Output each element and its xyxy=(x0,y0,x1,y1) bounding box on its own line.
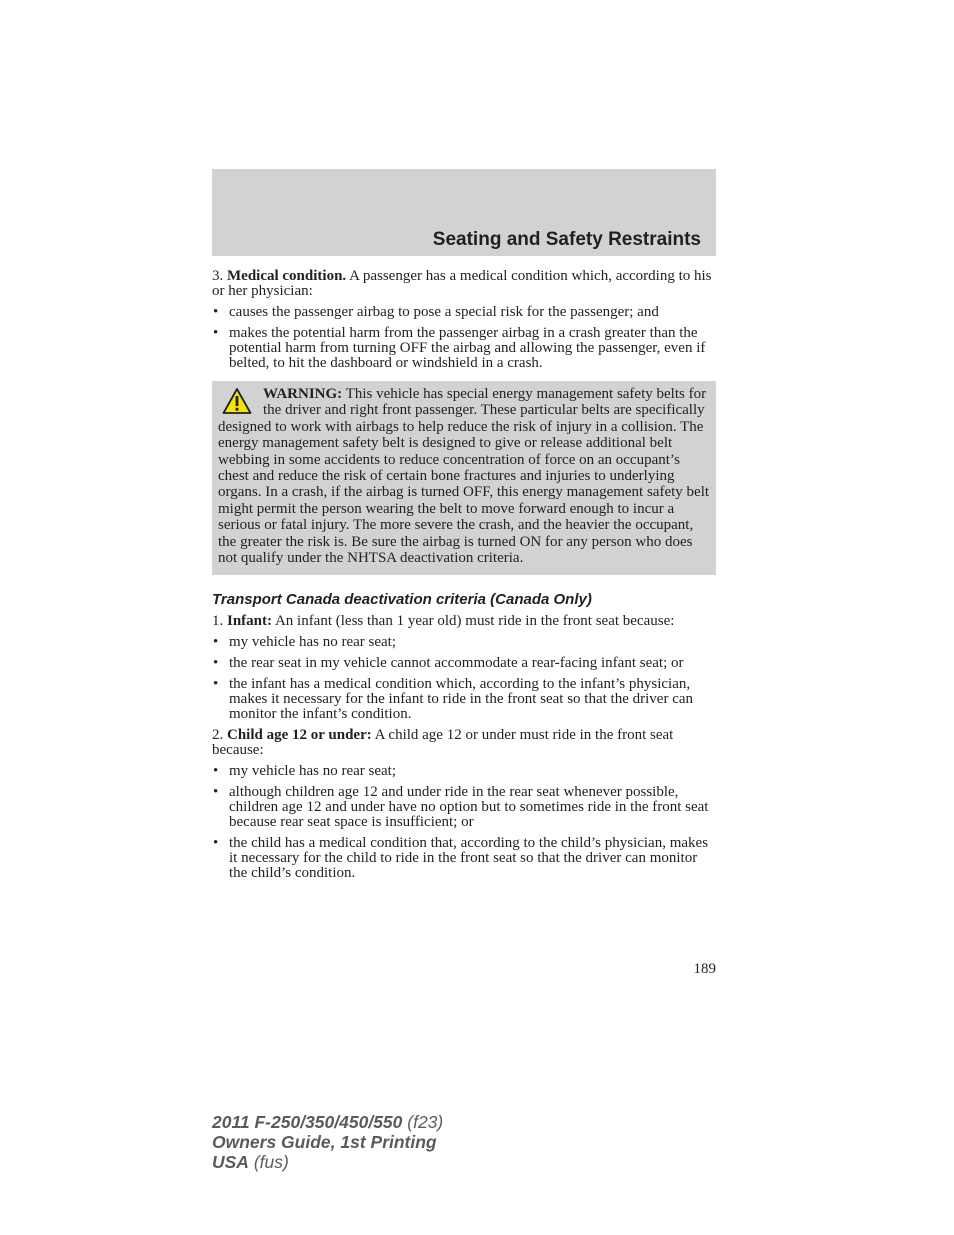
list-item xyxy=(212,305,716,320)
document-footer xyxy=(212,1112,443,1172)
list-item xyxy=(212,656,716,671)
infant-term: Infant: xyxy=(227,613,273,630)
list-item xyxy=(212,677,716,722)
item-number: 1. xyxy=(212,613,224,630)
medical-condition-list xyxy=(212,305,716,371)
bullet-icon: • xyxy=(213,763,219,780)
warning-label: WARNING: xyxy=(263,386,343,402)
bullet-icon: • xyxy=(213,835,219,852)
infant-list xyxy=(212,635,716,722)
warning-triangle-icon xyxy=(222,387,252,415)
bullet-icon: • xyxy=(213,325,219,341)
list-item-text: my vehicle has no rear seat; xyxy=(229,763,397,780)
list-item-text: the child has a medical condition that, according to the child’s physician, makes it necessary for the child to ride in the front seat so that the driver can monitor the child’s condition. xyxy=(229,835,709,882)
bullet-icon: • xyxy=(213,676,219,693)
footer-guide: Owners Guide, 1st Printing xyxy=(212,1132,437,1152)
list-item-text: although children age 12 and under ride in the rear seat whenever possible, children age 12 and under have no option but to sometimes ride in the front seat because rear seat space is insufficient; or xyxy=(229,784,709,831)
child-list xyxy=(212,764,716,881)
footer-model: 2011 F-250/350/450/550 xyxy=(212,1112,403,1132)
infant-paragraph xyxy=(212,614,716,629)
footer-line-guide xyxy=(212,1132,443,1152)
child-text: A child age 12 or under must ride in the front seat because: xyxy=(212,727,674,759)
infant-text: An infant (less than 1 year old) must ride in the front seat because: xyxy=(272,613,675,630)
list-item xyxy=(212,764,716,779)
list-item xyxy=(212,635,716,650)
section-title: Seating and Safety Restraints xyxy=(432,229,701,250)
bullet-icon: • xyxy=(213,655,219,672)
bullet-icon: • xyxy=(213,784,219,801)
list-item-text: causes the passenger airbag to pose a special risk for the passenger; and xyxy=(229,304,659,320)
bullet-icon: • xyxy=(213,304,219,320)
list-item-text: my vehicle has no rear seat; xyxy=(229,634,397,651)
list-item-text: makes the potential harm from the passenger airbag in a crash greater than the potential harm from turning OFF the airbag and allowing the passenger, even if belted, to hit the dashboard or windshield in a crash. xyxy=(229,325,706,371)
list-item xyxy=(212,326,716,371)
warning-text: This vehicle has special energy management safety belts for the driver and right front passenger. These particular belts are specifically designed to work with airbags to help reduce the risk of injury in a collision. The energy management safety belt is designed to give or release additional belt webbing in some accidents to reduce concentration of force on an occupant’s chest and reduce the risk of certain bone fractures and injuries to underlying organs. In a crash, if the airbag is turned OFF, this energy management safety belt might permit the person wearing the belt to move forward enough to incur a serious or fatal injury. The more severe the crash, and the heavier the occupant, the greater the risk is. Be sure the airbag is turned ON for any person who does not qualify under the NHTSA deactivation criteria. xyxy=(218,386,710,567)
child-term: Child age 12 or under: xyxy=(227,727,372,744)
list-item-text: the rear seat in my vehicle cannot accommodate a rear-facing infant seat; or xyxy=(229,655,684,672)
list-item xyxy=(212,836,716,881)
medical-condition-term: Medical condition. xyxy=(227,268,347,284)
medical-condition-text: A passenger has a medical condition which, according to his or her physician: xyxy=(212,268,712,299)
list-item xyxy=(212,785,716,830)
child-paragraph xyxy=(212,728,716,758)
bullet-icon: • xyxy=(213,634,219,651)
warning-box xyxy=(212,381,716,575)
page-number: 189 xyxy=(693,961,716,977)
footer-market-code: (fus) xyxy=(248,1152,289,1172)
footer-line-model xyxy=(212,1112,443,1132)
section-header-band xyxy=(212,169,716,256)
footer-model-code: (f23) xyxy=(402,1112,444,1132)
medical-condition-paragraph xyxy=(212,269,716,299)
page-content xyxy=(212,269,716,887)
item-number: 2. xyxy=(212,727,224,744)
item-number: 3. xyxy=(212,268,224,284)
subheading: Transport Canada deactivation criteria (Canada Only) xyxy=(212,591,592,609)
footer-line-market xyxy=(212,1152,443,1172)
footer-market: USA xyxy=(212,1152,249,1172)
list-item-text: the infant has a medical condition which, according to the infant’s physician, makes it necessary for the infant to ride in the front seat so that the driver can monitor the infant’s condition. xyxy=(229,676,694,723)
